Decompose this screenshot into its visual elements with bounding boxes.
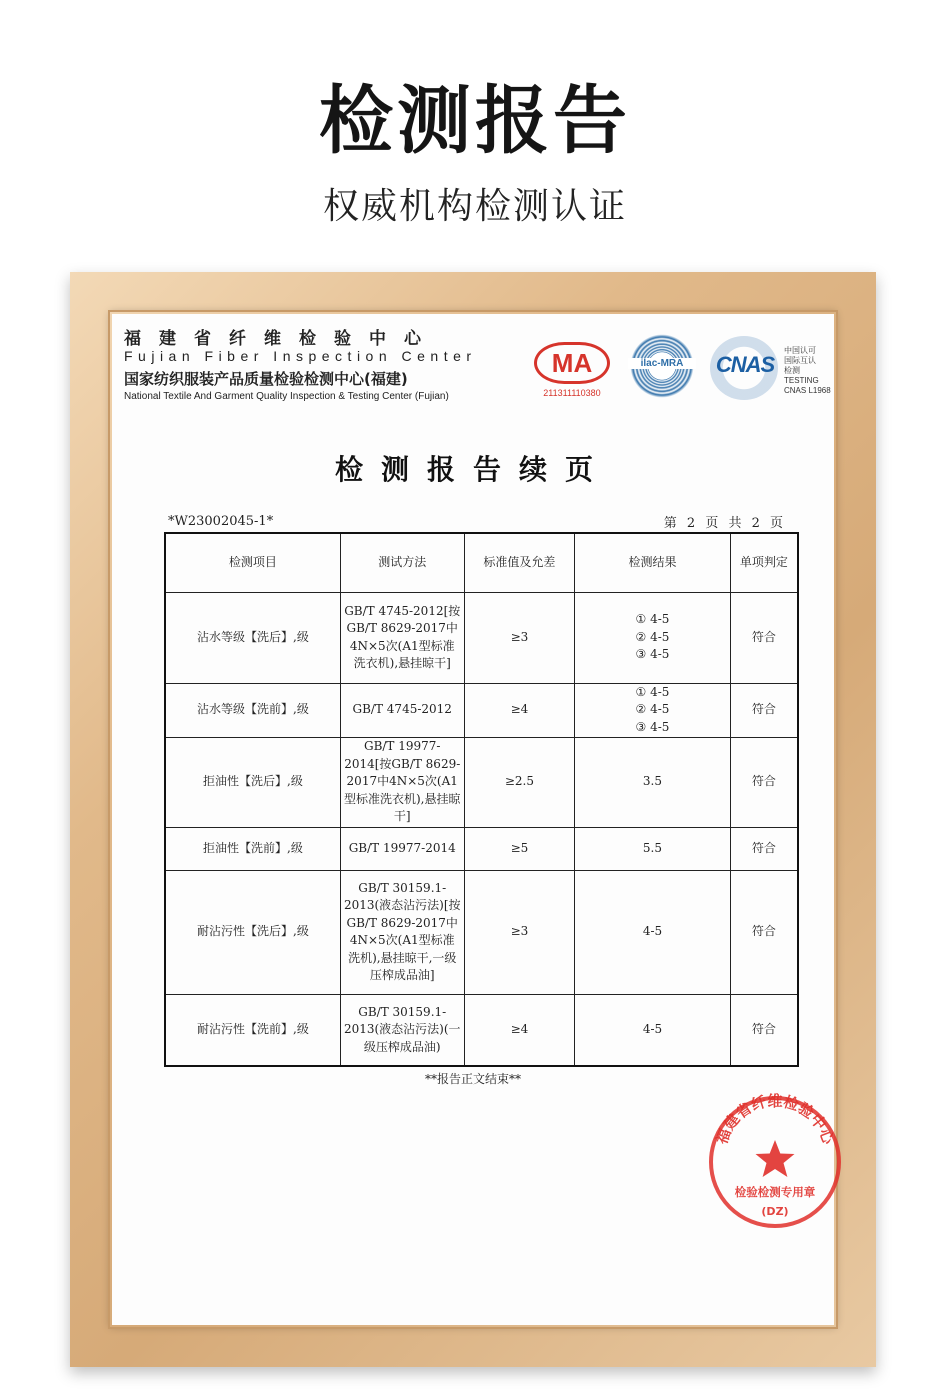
cell-result <box>575 737 730 827</box>
result-value: ② 4-5 <box>635 629 670 644</box>
cell-method: GB/T 30159.1-2013(液态沾污法)(一级压榨成品油) <box>340 994 464 1066</box>
cell-item: 拒油性【洗后】,级 <box>165 737 340 827</box>
result-value: 4-5 <box>642 924 663 939</box>
cell-result <box>575 592 730 683</box>
cell-item: 沾水等级【洗前】,级 <box>165 683 340 737</box>
cma-number: 211311110380 <box>543 388 601 398</box>
table-row <box>165 994 798 1066</box>
page-indicator: 第 2 页 共 2 页 <box>663 516 786 531</box>
result-value: ③ 4-5 <box>635 719 670 734</box>
star-icon <box>756 1140 795 1177</box>
cell-standard: ≥3 <box>464 592 575 683</box>
cell-method: GB/T 30159.1-2013(液态沾污法)[按GB/T 8629-2017中4N×5次(A1型标准洗机),悬挂晾干,一级压榨成品油] <box>340 870 464 994</box>
report-end-note: **报告正文结束** <box>424 1072 521 1086</box>
header-method: 测试方法 <box>340 533 464 592</box>
cma-badge: MA <box>534 342 610 384</box>
cell-method: GB/T 19977-2014[按GB/T 8629-2017中4N×5次(A1型标准洗衣机),悬挂晾干] <box>340 737 464 827</box>
header-standard: 标准值及允差 <box>464 533 575 592</box>
result-value: ③ 4-5 <box>635 647 670 662</box>
seal-line-text: 检验检测专用章 <box>734 1185 816 1199</box>
official-seal <box>705 1092 845 1232</box>
cell-result <box>575 994 730 1066</box>
results-table <box>164 532 799 1067</box>
table-row <box>165 870 798 994</box>
org-name-en-secondary: National Textile And Garment Quality Inspection & Testing Center (Fujian) <box>124 391 449 402</box>
result-value: 5.5 <box>642 840 663 855</box>
cnas-text: CNAS <box>715 352 775 377</box>
cell-item: 耐沾污性【洗后】,级 <box>165 870 340 994</box>
cnas-accreditation-text: 中国认可 国际互认 检测 TESTING CNAS L1968 <box>784 346 831 395</box>
table-row <box>165 827 798 870</box>
cell-verdict: 符合 <box>730 827 798 870</box>
cell-verdict: 符合 <box>730 870 798 994</box>
cell-standard: ≥5 <box>464 827 575 870</box>
cell-result <box>575 683 730 737</box>
cell-verdict: 符合 <box>730 737 798 827</box>
cell-verdict: 符合 <box>730 994 798 1066</box>
result-value: 4-5 <box>642 1022 663 1036</box>
cell-standard: ≥4 <box>464 994 575 1066</box>
header-verdict: 单项判定 <box>730 533 798 592</box>
cell-method: GB/T 4745-2012[按GB/T 8629-2017中4N×5次(A1型标准洗衣机),悬挂晾干] <box>340 592 464 683</box>
seal-arc-text: 福建省纤维检验中心 <box>712 1092 838 1147</box>
report-title: 检测报告续页 <box>334 453 611 486</box>
cell-result <box>575 870 730 994</box>
result-value: 3.5 <box>642 774 663 789</box>
cell-item: 拒油性【洗前】,级 <box>165 827 340 870</box>
cell-result <box>575 827 730 870</box>
table-row <box>165 737 798 827</box>
cell-item: 沾水等级【洗后】,级 <box>165 592 340 683</box>
page-title: 检测报告 <box>319 78 631 164</box>
cell-item: 耐沾污性【洗前】,级 <box>165 994 340 1066</box>
cell-method: GB/T 19977-2014 <box>340 827 464 870</box>
seal-code-text: (DZ) <box>761 1205 789 1218</box>
result-value: ① 4-5 <box>635 612 670 627</box>
header-result: 检测结果 <box>575 533 730 592</box>
cnas-logo <box>710 336 782 400</box>
cell-standard: ≥3 <box>464 870 575 994</box>
table-row <box>165 683 798 737</box>
org-name-cn: 福建省纤维检验中心 <box>124 329 439 349</box>
result-value: ① 4-5 <box>635 684 670 699</box>
org-name-cn-secondary: 国家纺织服装产品质量检验检测中心(福建) <box>124 370 408 388</box>
ilac-mra-text: ilac-MRA <box>628 358 696 369</box>
cell-standard: ≥4 <box>464 683 575 737</box>
header-item: 检测项目 <box>165 533 340 592</box>
org-name-en: Fujian Fiber Inspection Center <box>124 348 477 364</box>
table-row <box>165 592 798 683</box>
result-value: ② 4-5 <box>635 702 670 717</box>
cell-method: GB/T 4745-2012 <box>340 683 464 737</box>
table-header-row <box>165 533 798 592</box>
page-subtitle: 权威机构检测认证 <box>322 186 627 227</box>
seal-graphic <box>705 1092 845 1232</box>
cma-logo <box>534 342 610 402</box>
cell-verdict: 符合 <box>730 683 798 737</box>
cell-standard: ≥2.5 <box>464 737 575 827</box>
ilac-mra-logo <box>630 334 694 398</box>
cell-verdict: 符合 <box>730 592 798 683</box>
report-number: *W23002045-1* <box>168 514 274 529</box>
